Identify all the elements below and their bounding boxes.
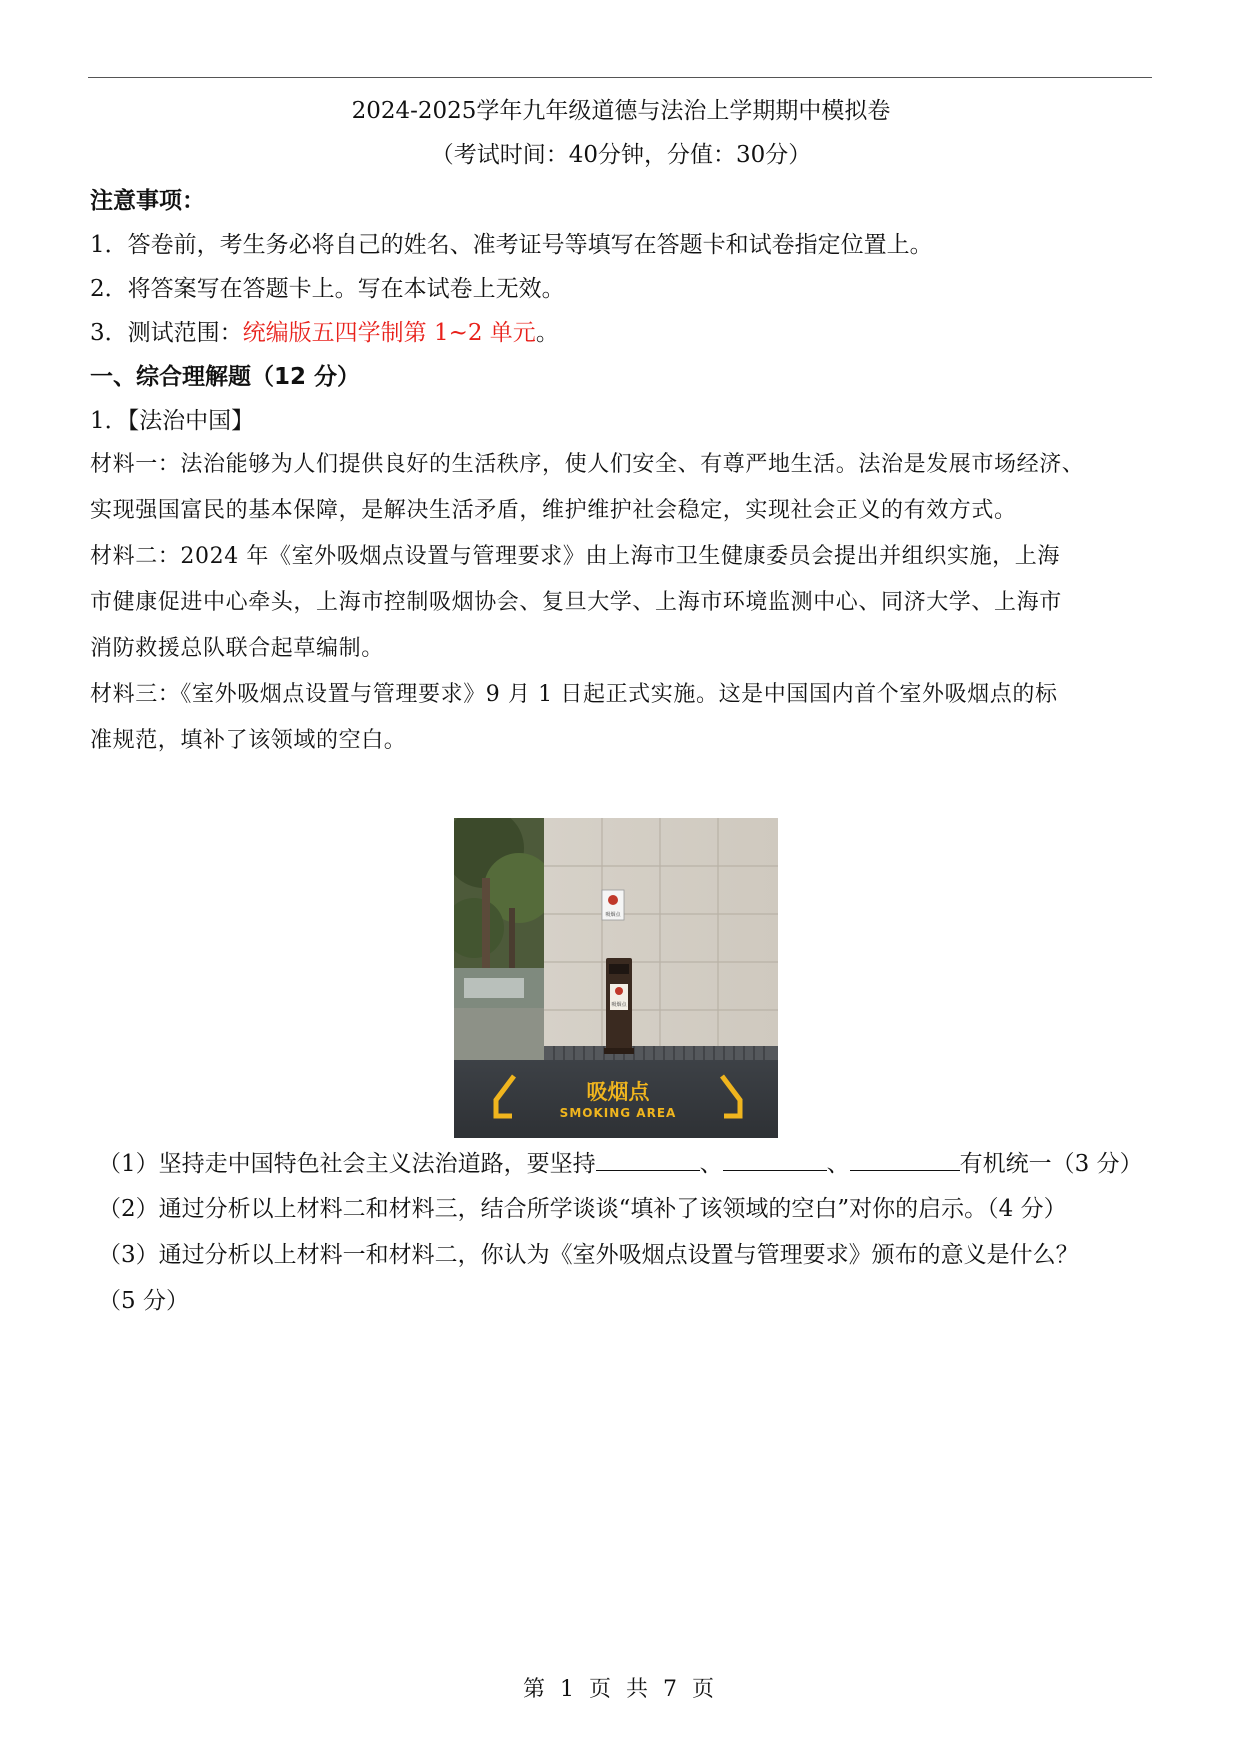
- section-heading: 一、综合理解题（12 分）: [90, 364, 361, 390]
- question-1: [98, 1148, 1143, 1179]
- question-1-suffix: 有机统一（3 分）: [959, 1151, 1143, 1177]
- answer-blank-2[interactable]: [723, 1148, 827, 1171]
- material-1-line-1: 材料一：法治能够为人们提供良好的生活秩序，使人们安全、有尊严地生活。法治是发展市场经济、: [90, 452, 1085, 477]
- notice-item-3-suffix: 。: [535, 320, 559, 346]
- header-rule: [88, 77, 1152, 78]
- ground-text-cn: 吸烟点: [586, 1080, 650, 1104]
- material-1-line-2: 实现强国富民的基本保障，是解决生活矛盾，维护维护社会稳定，实现社会正义的有效方式。: [90, 498, 1017, 523]
- notice-item-3: [90, 318, 559, 348]
- question-title: 1．【法治中国】: [90, 408, 255, 434]
- test-scope-highlight: 统编版五四学制第 1~2 单元: [242, 320, 536, 346]
- question-3-line-2: （5 分）: [98, 1288, 189, 1314]
- material-3-line-1: 材料三：《室外吸烟点设置与管理要求》9 月 1 日起正式实施。这是中国国内首个室外吸烟点的标: [90, 682, 1058, 707]
- question-1-prefix: （1）坚持走中国特色社会主义法治道路，要坚持: [98, 1151, 596, 1177]
- question-3-line-1: （3）通过分析以上材料一和材料二，你认为《室外吸烟点设置与管理要求》颁布的意义是什么？: [98, 1242, 1079, 1268]
- question-1-sep-2: 、: [826, 1151, 850, 1177]
- wall-smoking-sign: [602, 890, 624, 920]
- page-footer: 第 1 页 共 7 页: [523, 1677, 718, 1702]
- material-2-line-3: 消防救援总队联合起草编制。: [90, 636, 384, 661]
- notice-item-3-prefix: 3．测试范围：: [90, 320, 243, 346]
- svg-text:吸烟点: 吸烟点: [611, 1002, 627, 1008]
- question-1-sep-1: 、: [699, 1151, 723, 1177]
- notice-item-2: 2．将答案写在答题卡上。写在本试卷上无效。: [90, 276, 565, 302]
- smoking-area-photo: [454, 818, 778, 1138]
- exam-title: 2024-2025学年九年级道德与法治上学期期中模拟卷: [351, 98, 891, 124]
- material-2-line-2: 市健康促进中心牵头，上海市控制吸烟协会、复旦大学、上海市环境监测中心、同济大学、上海市: [90, 590, 1062, 615]
- answer-blank-1[interactable]: [596, 1148, 700, 1171]
- ashtray-post: [604, 958, 634, 1054]
- question-2: （2）通过分析以上材料二和材料三，结合所学谈谈“填补了该领域的空白”对你的启示。（4 分）: [98, 1196, 1067, 1222]
- exam-subtitle: （考试时间：40分钟，分值：30分）: [430, 142, 812, 168]
- svg-text:吸烟点: 吸烟点: [605, 912, 621, 918]
- notice-heading: 注意事项：: [90, 188, 205, 214]
- notice-item-1: 1．答卷前，考生务必将自己的姓名、准考证号等填写在答题卡和试卷指定位置上。: [90, 232, 933, 258]
- ground-text-en: SMOKING AREA: [559, 1106, 677, 1120]
- material-3-line-2: 准规范，填补了该领域的空白。: [90, 728, 407, 753]
- material-2-line-1: 材料二：2024 年《室外吸烟点设置与管理要求》由上海市卫生健康委员会提出并组织实施，上海: [90, 544, 1060, 569]
- answer-blank-3[interactable]: [850, 1148, 960, 1171]
